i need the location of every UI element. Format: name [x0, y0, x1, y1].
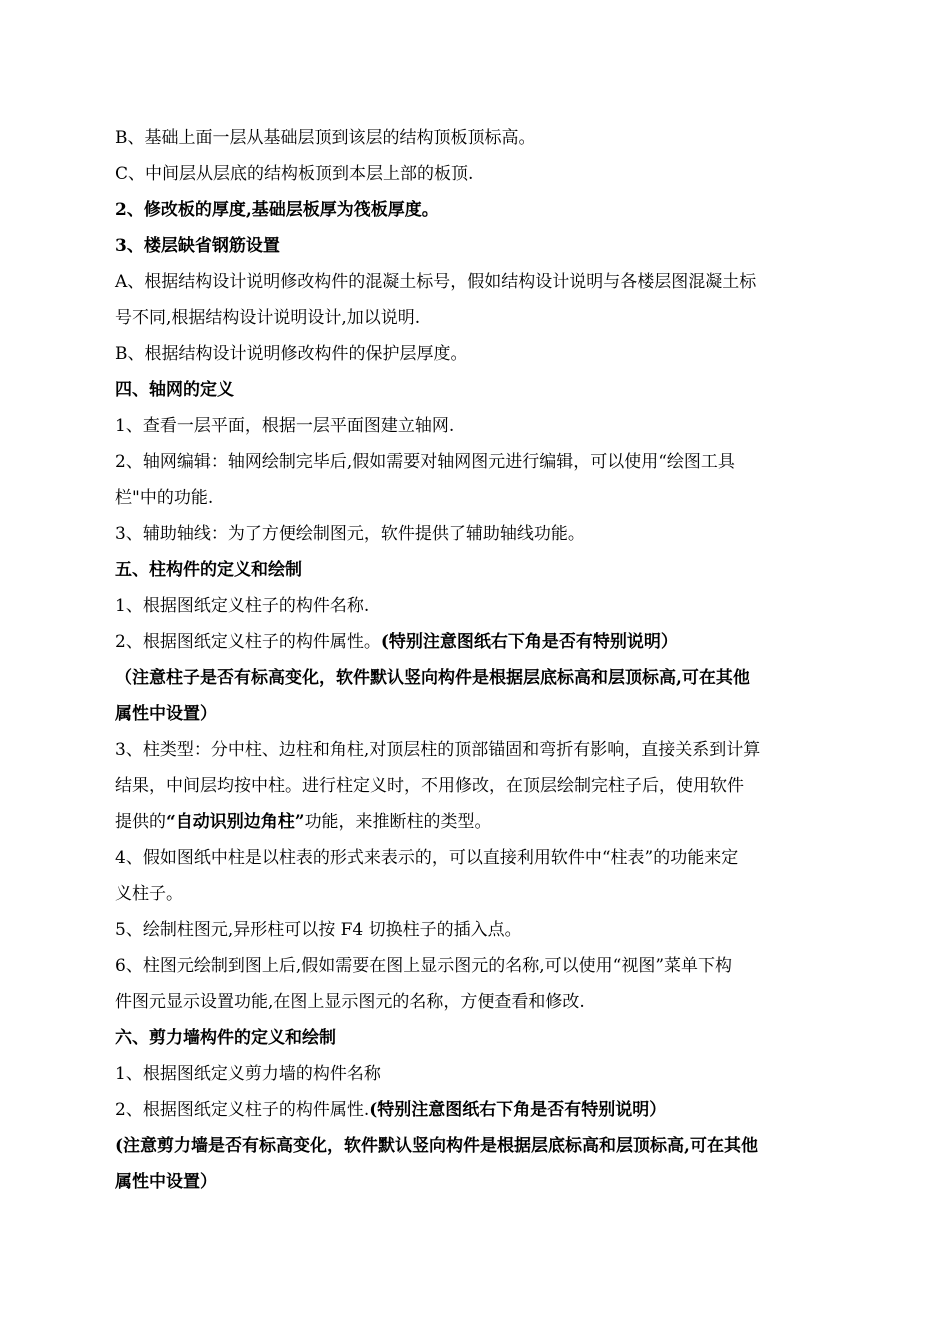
text-line: 结果，中间层均按中柱。进行柱定义时，不用修改，在顶层绘制完柱子后，使用软件 — [115, 776, 744, 796]
text-line: 3、辅助轴线：为了方便绘制图元，软件提供了辅助轴线功能。 — [115, 524, 585, 544]
bold-heading: 3、楼层缺省钢筋设置 — [115, 236, 280, 256]
bold-note: （注意柱子是否有标高变化，软件默认竖向构件是根据层底标高和层顶标高,可在其他 — [115, 668, 750, 688]
bold-note: (特别注意图纸右下角是否有特别说明） — [369, 1100, 667, 1120]
text-line: 义柱子。 — [115, 884, 183, 904]
text-line: 3、柱类型：分中柱、边柱和角柱,对顶层柱的顶部锚固和弯折有影响，直接关系到计算 — [115, 740, 761, 760]
bold-heading: 2、修改板的厚度,基础层板厚为筏板厚度。 — [115, 200, 439, 220]
text-line: C、中间层从层底的结构板顶到本层上部的板顶. — [115, 164, 474, 184]
text-run: 2、根据图纸定义柱子的构件属性。 — [115, 632, 381, 652]
section-heading: 四、轴网的定义 — [115, 380, 234, 400]
section-heading: 六、剪力墙构件的定义和绘制 — [115, 1028, 336, 1048]
text-line: B、根据结构设计说明修改构件的保护层厚度。 — [115, 344, 468, 364]
text-run: 2、根据图纸定义柱子的构件属性. — [115, 1100, 370, 1120]
bold-term: “自动识别边角柱” — [166, 812, 305, 832]
text-line: 4、假如图纸中柱是以柱表的形式来表示的，可以直接利用软件中“柱表”的功能来定 — [115, 848, 739, 868]
bold-note: 属性中设置） — [115, 1172, 217, 1192]
text-line — [115, 1092, 837, 1128]
text-line: 件图元显示设置功能,在图上显示图元的名称，方便查看和修改. — [115, 992, 585, 1012]
text-run: 提供的 — [115, 812, 166, 832]
bold-note: (特别注意图纸右下角是否有特别说明） — [380, 632, 678, 652]
text-line — [115, 624, 837, 660]
text-line: 1、查看一层平面，根据一层平面图建立轴网. — [115, 416, 455, 436]
text-line: A、根据结构设计说明修改构件的混凝土标号，假如结构设计说明与各楼层图混凝土标 — [115, 272, 757, 292]
text-line: 1、根据图纸定义剪力墙的构件名称 — [115, 1064, 381, 1084]
text-line: 5、绘制柱图元,异形柱可以按 F4 切换柱子的插入点。 — [115, 920, 522, 940]
section-heading: 五、柱构件的定义和绘制 — [115, 560, 302, 580]
bold-note: (注意剪力墙是否有标高变化，软件默认竖向构件是根据层底标高和层顶标高,可在其他 — [115, 1136, 758, 1156]
text-line — [115, 804, 837, 840]
text-line: 2、轴网编辑：轴网绘制完毕后,假如需要对轴网图元进行编辑，可以使用“绘图工具 — [115, 452, 735, 472]
text-line: 1、根据图纸定义柱子的构件名称. — [115, 596, 370, 616]
text-line: 栏"中的功能. — [115, 488, 214, 508]
bold-note: 属性中设置） — [115, 704, 217, 724]
text-line: B、基础上面一层从基础层顶到该层的结构顶板顶标高。 — [115, 128, 536, 148]
text-line: 6、柱图元绘制到图上后,假如需要在图上显示图元的名称,可以使用“视图”菜单下构 — [115, 956, 733, 976]
text-line: 号不同,根据结构设计说明设计,加以说明. — [115, 308, 421, 328]
text-run: 功能，来推断柱的类型。 — [304, 812, 492, 832]
